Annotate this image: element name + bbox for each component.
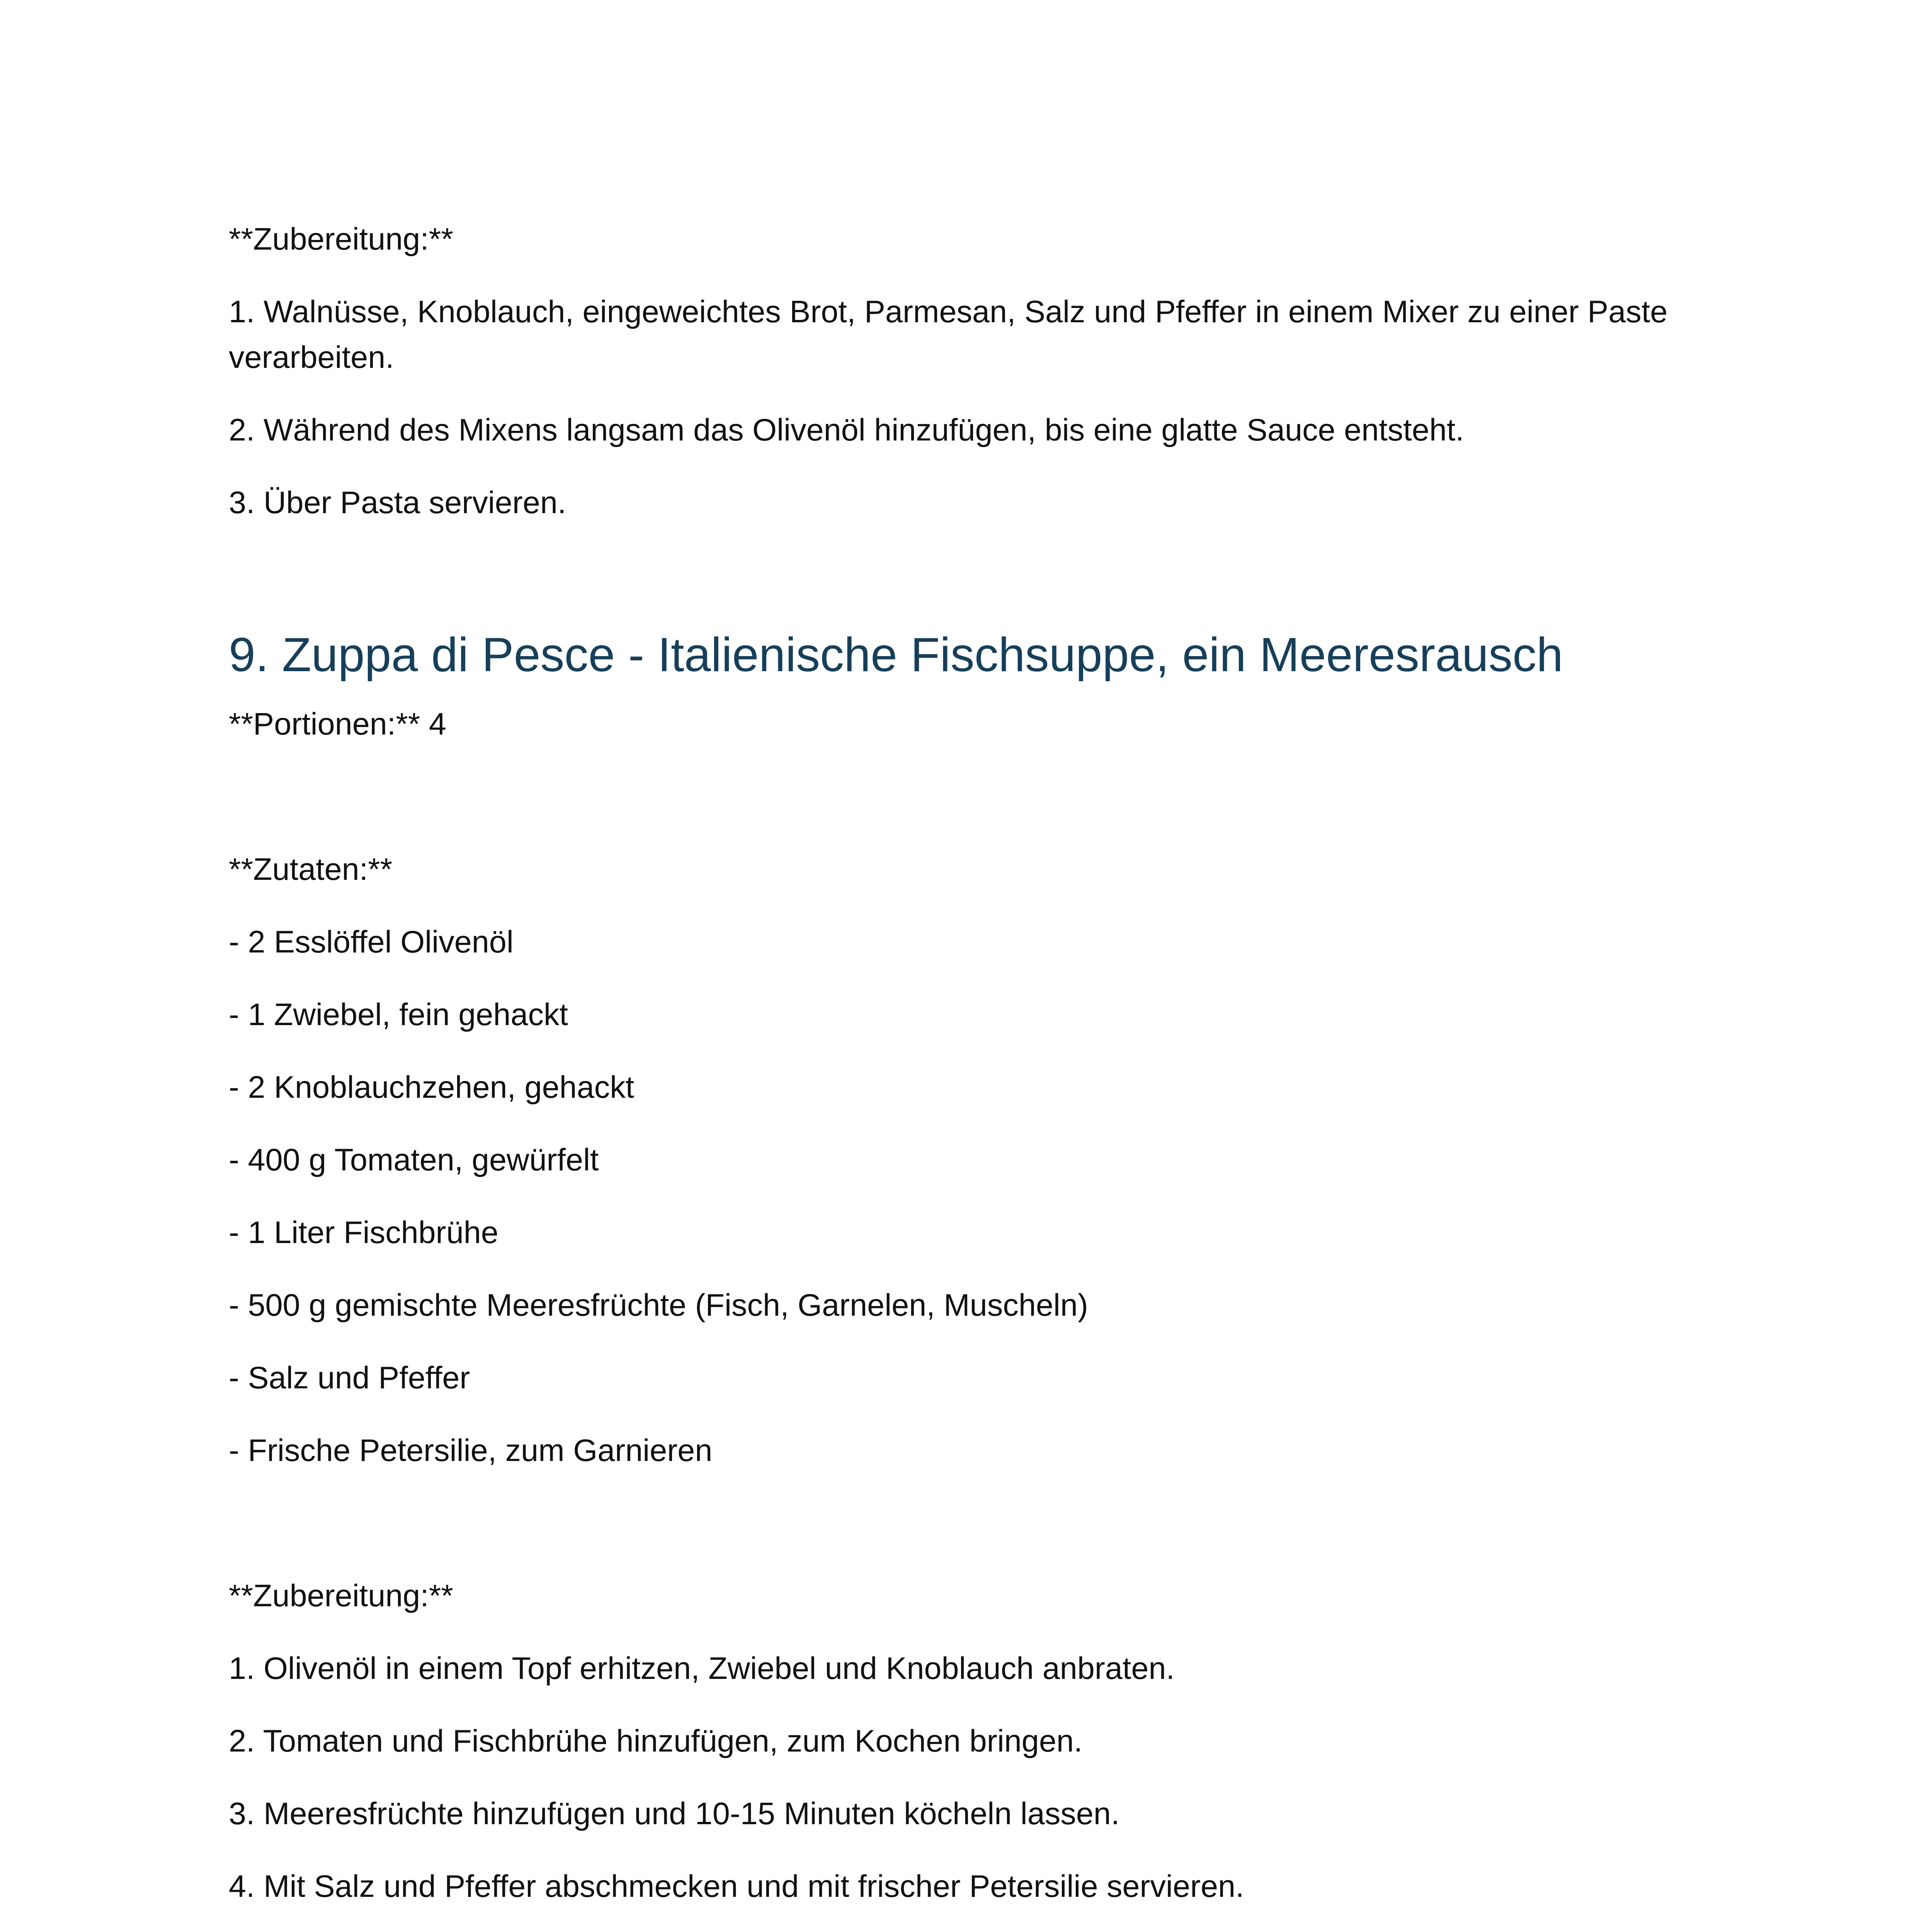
- page-content: [229, 216, 1720, 1932]
- preparation-step: 1. Olivenöl in einem Topf erhitzen, Zwiebel und Knoblauch anbraten.: [229, 1651, 1175, 1686]
- portions-text: **Portionen:** 4: [229, 707, 446, 742]
- section-spacing: [229, 553, 1720, 624]
- previous-preparation-step: 2. Während des Mixens langsam das Olivenöl hinzufügen, bis eine glatte Sauce entsteht.: [229, 413, 1464, 447]
- ingredient-item: - 400 g Tomaten, gewürfelt: [229, 1143, 599, 1177]
- previous-preparation-step: 1. Walnüsse, Knoblauch, eingeweichtes Brot, Parmesan, Salz und Pfeffer in einem Mixer zu einer Paste verarbeiten.: [229, 294, 1668, 375]
- previous-preparation-step: 3. Über Pasta servieren.: [229, 485, 566, 520]
- preparation-heading: **Zubereitung:**: [229, 1578, 453, 1613]
- ingredient-item: - 1 Liter Fischbrühe: [229, 1215, 498, 1250]
- preparation-step: 2. Tomaten und Fischbrühe hinzufügen, zum Kochen bringen.: [229, 1724, 1083, 1759]
- ingredient-item: - 1 Zwiebel, fein gehackt: [229, 997, 568, 1032]
- section-spacing: [229, 1500, 1720, 1573]
- ingredient-item: - 2 Knoblauchzehen, gehackt: [229, 1070, 634, 1105]
- previous-preparation-heading: **Zubereitung:**: [229, 222, 453, 257]
- ingredients-heading: **Zutaten:**: [229, 852, 393, 887]
- preparation-step: 4. Mit Salz und Pfeffer abschmecken und mit frischer Petersilie servieren.: [229, 1869, 1244, 1904]
- ingredient-item: - 2 Esslöffel Olivenöl: [229, 925, 514, 959]
- ingredient-item: - 500 g gemischte Meeresfrüchte (Fisch, Garnelen, Muscheln): [229, 1288, 1088, 1323]
- ingredient-item: - Salz und Pfeffer: [229, 1361, 470, 1395]
- recipe-title: 9. Zuppa di Pesce - Italienische Fischsuppe, ein Meeresrausch: [229, 628, 1563, 682]
- section-spacing: [229, 774, 1720, 847]
- ingredient-item: - Frische Petersilie, zum Garnieren: [229, 1433, 713, 1468]
- preparation-step: 3. Meeresfrüchte hinzufügen und 10-15 Minuten köcheln lassen.: [229, 1796, 1120, 1831]
